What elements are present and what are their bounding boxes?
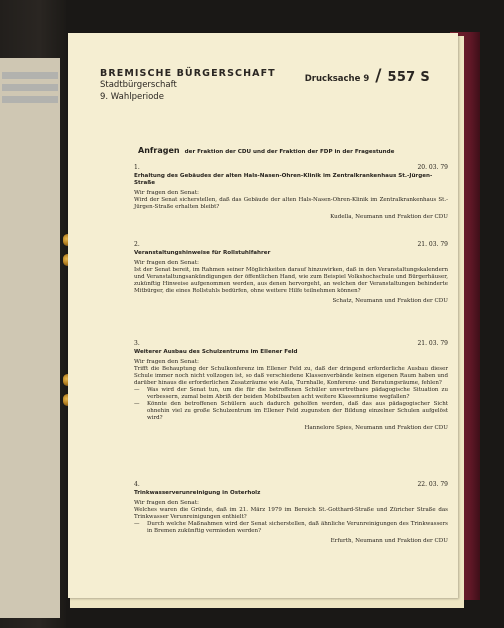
dash-bullet: — [134, 401, 140, 407]
entry-date: 20. 03. 79 [417, 164, 448, 171]
dash-bullet: — [134, 521, 140, 527]
entry-signature: Schatz, Neumann und Fraktion der CDU [332, 298, 448, 304]
entry-title: Erhaltung des Gebäudes der alten Hals-Nasen-Ohren-Klinik im Zentralkrankenhaus St.-Jürgen-Straße [134, 173, 433, 186]
drucksache-label: Drucksache 9 [304, 74, 370, 84]
entry-signature: Erfurth, Neumann und Fraktion der CDU [330, 538, 448, 544]
entry-body: Trifft die Behauptung der Schulkonferenz im Ellener Feld zu, daß der dringend erforderliche Ausbau dieser Schule immer noch nicht vollzogen ist, so daß verschiedene Klassenverbände keinen eigenen Raum haben und darüber hinaus die erforderlichen Zusatzräume wie Aula, Turnhalle, Konferenz- und Beratungsräume, fehlen? [134, 366, 448, 386]
entry-bullet [134, 521, 448, 535]
entry-body: Wird der Senat sicherstellen, daß das Gebäude der alten Hals-Nasen-Ohren-Klinik im Zentralkrankenhaus St.-Jürgen-Straße erhalten bleibt? [134, 197, 448, 210]
entry-date: 21. 03. 79 [417, 340, 448, 347]
drucksache-slash: / [375, 66, 382, 86]
previous-page-edge [0, 58, 60, 618]
question-entry [134, 241, 448, 305]
entry-date: 22. 03. 79 [417, 481, 448, 488]
entry-body: Ist der Senat bereit, im Rahmen seiner Möglichkeiten darauf hinzuwirken, daß in den Veranstaltungskalendern und Veranstaltungsankündigungen der öffentlichen Hand, wie zum Beispiel Volkshochschule und Bürgerhäuser, zukünftig Hinweise aufgenommen werden, aus denen hervorgeht, an welchen der Veranstaltungen behinderte Mitbürger, die eines Rollstuhls bedürfen, ohne weitere Hilfe teilnehmen können? [134, 267, 448, 294]
org-subtitle: Stadtbürgerschaft [100, 80, 177, 90]
entry-bullet-text: Könnte den betroffenen Schülern auch dadurch geholfen werden, daß das aus pädagogischer Sicht ohnehin viel zu große Schulzentrum im Ellener Feld zugunsten der Bildung einzelner Schulen aufgelöst wird? [147, 401, 448, 421]
entry-title: Veranstaltungshinweise für Rollstuhlfahrer [134, 250, 271, 256]
entry-bullet-text: Was wird der Senat tun, um die für die betroffenen Schüler unvertretbare pädagogische Situation zu verbessern, zumal beim Abriß der beiden Mobilbauten acht weitere Klassenräume wegfallen? [147, 387, 448, 400]
question-entry [134, 481, 448, 545]
entry-body: Welches waren die Gründe, daß im 21. März 1979 im Bereich St.-Gotthard-Straße und Züricher Straße das Trinkwasser Verunreinigungen enthielt? [134, 507, 448, 520]
page-heading [138, 138, 394, 157]
entry-ask: Wir fragen den Senat: [134, 190, 200, 196]
entry-bullet-text: Durch welche Maßnahmen wird der Senat sicherstellen, daß ähnliche Verunreinigungen des Trinkwassers in Bremen zukünftig vermieden werden? [147, 521, 448, 534]
entry-date: 21. 03. 79 [417, 241, 448, 248]
entry-signature: Kudella, Neumann und Fraktion der CDU [330, 214, 448, 220]
legislative-period: 9. Wahlperiode [100, 92, 164, 102]
question-entry [134, 340, 448, 432]
entry-title: Trinkwasserverunreinigung in Osterholz [134, 490, 261, 496]
org-name: BREMISCHE BÜRGERSCHAFT [100, 68, 276, 79]
entry-ask: Wir fragen den Senat: [134, 359, 200, 365]
heading-main: Anfragen [138, 146, 180, 155]
drucksache-number: 557 S [387, 70, 430, 85]
entry-ask: Wir fragen den Senat: [134, 500, 200, 506]
entry-number: 1. [134, 164, 140, 171]
heading-subtitle: der Fraktion der CDU und der Fraktion der FDP in der Fragestunde [184, 149, 395, 155]
entry-ask: Wir fragen den Senat: [134, 260, 200, 266]
document-page [68, 33, 458, 598]
entry-number: 2. [134, 241, 140, 248]
dash-bullet: — [134, 387, 140, 393]
entry-title: Weiterer Ausbau des Schulzentrums im Ellener Feld [134, 349, 298, 355]
entry-number: 3. [134, 340, 140, 347]
entry-signature: Hannelore Spies, Neumann und Fraktion der CDU [304, 425, 448, 431]
entry-number: 4. [134, 481, 140, 488]
question-entry [134, 164, 448, 221]
entry-bullet [134, 401, 448, 422]
document-number [305, 66, 430, 86]
entry-bullet [134, 387, 448, 401]
